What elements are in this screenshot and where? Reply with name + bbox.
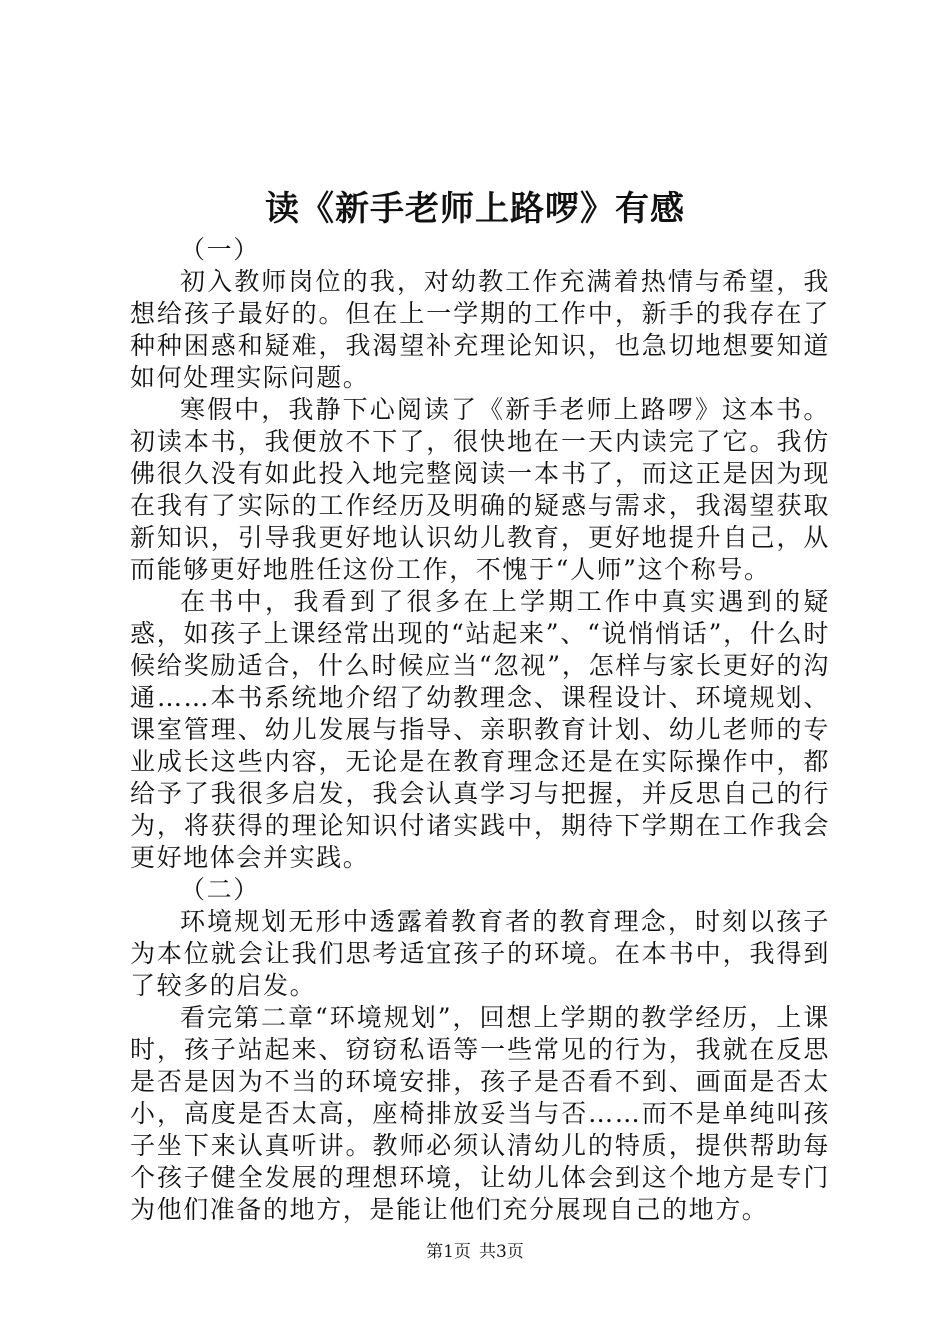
document-title: 读《新手老师上路啰》有感 bbox=[265, 189, 685, 229]
page-footer bbox=[0, 1240, 950, 1264]
section-heading-2: （二） bbox=[180, 875, 260, 904]
paragraph: 在书中，我看到了很多在上学期工作中真实遇到的疑惑，如孩子上课经常出现的“站起来”、“说悄悄话”，什么时候给奖励适合，什么时候应当“忽视”，怎样与家长更好的沟通……本书系统地介绍了幼教理念、课程设计、环境规划、课室管理、幼儿发展与指导、亲职教育计划、幼儿老师的专业成长这些内容，无论是在教育理念还是在实际操作中，都给予了我很多启发，我会认真学习与把握，并反思自己的行为，将获得的理论知识付诸实践中，期待下学期在工作我会更好地体会并实践。 bbox=[130, 587, 830, 872]
page-total: 共3页 bbox=[479, 1242, 524, 1262]
document-body bbox=[130, 234, 830, 1226]
paragraph: 初入教师岗位的我，对幼教工作充满着热情与希望，我想给孩子最好的。但在上一学期的工作中，新手的我存在了种种困惑和疑难，我渴望补充理论知识，也急切地想要知道如何处理实际问题。 bbox=[130, 267, 830, 392]
paragraph: 环境规划无形中透露着教育者的教育理念，时刻以孩子为本位就会让我们思考适宜孩子的环境。在本书中，我得到了较多的启发。 bbox=[130, 907, 830, 1000]
page-number: 第1页 bbox=[426, 1242, 471, 1262]
paragraph: 看完第二章“环境规划”，回想上学期的教学经历，上课时，孩子站起来、窃窃私语等一些常见的行为，我就在反思是否是因为不当的环境安排，孩子是否看不到、画面是否太小，高度是否太高，座椅排放妥当与否……而不是单纯叫孩子坐下来认真听讲。教师必须认清幼儿的特质，提供帮助每个孩子健全发展的理想环境，让幼儿体会到这个地方是专门为他们准备的地方，是能让他们充分展现自己的地方。 bbox=[130, 1003, 830, 1224]
section-heading-1: （一） bbox=[180, 235, 260, 264]
paragraph: 寒假中，我静下心阅读了《新手老师上路啰》这本书。初读本书，我便放不下了，很快地在一天内读完了它。我仿佛很久没有如此投入地完整阅读一本书了，而这正是因为现在我有了实际的工作经历及明确的疑惑与需求，我渴望获取新知识，引导我更好地认识幼儿教育，更好地提升自己，从而能够更好地胜任这份工作，不愧于“人师”这个称号。 bbox=[130, 395, 830, 584]
